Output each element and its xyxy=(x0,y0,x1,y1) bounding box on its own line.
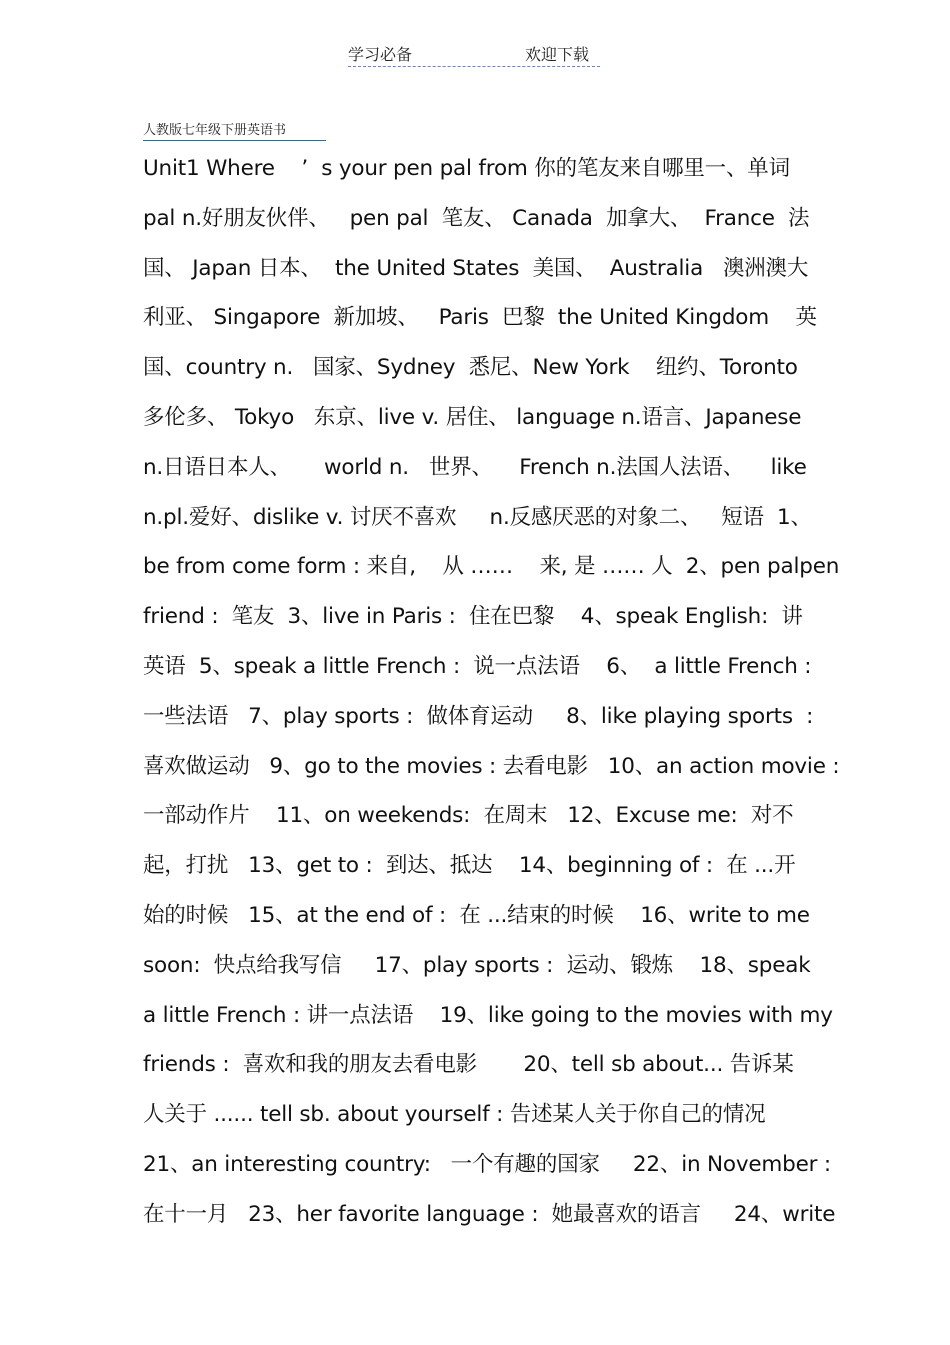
document-subtitle: 人教版七年级下册英语书 xyxy=(143,119,326,141)
text-line: 人关于 ...... tell sb. about yourself : 告述某人关于你自己的情况 xyxy=(143,1102,766,1128)
text-line: 在十一月 23、her favorite language : 她最喜欢的语言 24、write xyxy=(143,1201,836,1227)
text-line: 国、 Japan 日本、 the United States 美国、 Australia 澳洲澳大 xyxy=(143,255,809,281)
text-line: soon: 快点给我写信 17、play sports : 运动、锻炼 18、speak xyxy=(143,952,811,978)
text-line: pal n.好朋友伙伴、 pen pal 笔友、 Canada 加拿大、 France 法 xyxy=(143,205,810,231)
text-line: 利亚、 Singapore 新加坡、 Paris 巴黎 the United Kingdom 英 xyxy=(143,305,817,331)
text-line: 21、an interesting country: 一个有趣的国家 22、in November : xyxy=(143,1151,831,1177)
header-left-text: 学习必备 xyxy=(348,45,413,64)
text-line: 一部动作片 11、on weekends: 在周末 12、Excuse me: 对不 xyxy=(143,803,794,829)
text-line: 国、country n. 国家、Sydney 悉尼、New York 纽约、Toronto xyxy=(143,355,798,381)
text-line: Unit1 Where ’ s your pen pal from 你的笔友来自哪里一、单词 xyxy=(143,156,790,181)
document-body xyxy=(143,146,840,1242)
text-line: friend : 笔友 3、live in Paris : 住在巴黎 4、speak English: 讲 xyxy=(143,604,803,630)
text-line: 一些法语 7、play sports : 做体育运动 8、like playing sports : xyxy=(143,703,814,729)
text-line: 多伦多、 Tokyo 东京、live v. 居住、 language n.语言、Japanese xyxy=(143,404,802,430)
text-line: 喜欢做运动 9、go to the movies : 去看电影 10、an action movie : xyxy=(143,753,840,779)
text-line: a little French : 讲一点法语 19、like going to the movies with my xyxy=(143,1002,833,1028)
page-header xyxy=(348,40,600,67)
text-line: friends : 喜欢和我的朋友去看电影 20、tell sb about... 告诉某 xyxy=(143,1052,794,1078)
header-right-text: 欢迎下载 xyxy=(525,45,590,64)
text-line: 起，打扰 13、get to : 到达、抵达 14、beginning of : 在 ...开 xyxy=(143,853,796,879)
text-line: 英语 5、speak a little French : 说一点法语 6、 a little French : xyxy=(143,653,812,679)
text-line: be from come form : 来自, 从 …… 来, 是 …… 人 2、pen palpen xyxy=(143,554,840,580)
text-line: 始的时候 15、at the end of : 在 ...结束的时候 16、write to me xyxy=(143,902,810,928)
text-line: n.日语日本人、 world n. 世界、 French n.法国人法语、 like xyxy=(143,454,807,480)
text-line: n.pl.爱好、dislike v. 讨厌不喜欢 n.反感厌恶的对象二、 短语 1、 xyxy=(143,504,812,530)
